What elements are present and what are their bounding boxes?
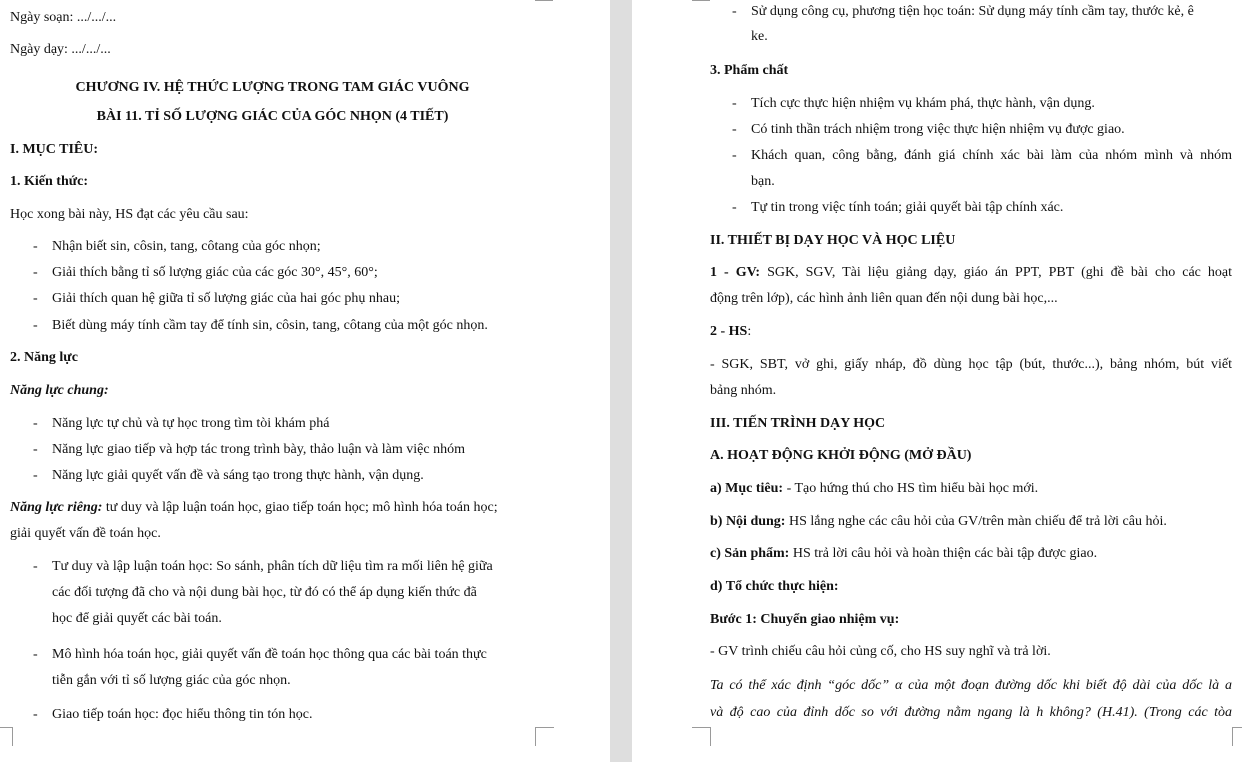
goal-text: - Tạo hứng thú cho HS tìm hiểu bài học mới. [783,481,1039,496]
margin-mark [535,727,554,746]
ngay-day: Ngày dạy: .../.../... [10,42,111,57]
knowledge-item: Nhận biết sin, côsin, tang, côtang của góc nhọn; [52,239,321,254]
general-competency-item: Năng lực tự chủ và tự học trong tìm tòi khám phá [52,416,330,431]
knowledge-item: Giải thích bằng tỉ số lượng giác của các góc 30°, 45°, 60°; [52,265,378,280]
bullet-marker: - [732,96,737,111]
quality-item: Tự tin trong việc tính toán; giải quyết bài tập chính xác. [751,200,1064,215]
bullet-marker: - [33,442,38,457]
content-text: HS lắng nghe các câu hỏi của GV/trên màn chiếu để trả lời câu hỏi. [785,514,1167,529]
general-competency-label: Năng lực chung: [10,383,109,398]
goal-label: a) Mục tiêu: [710,481,784,496]
knowledge-item: Giải thích quan hệ giữa tỉ số lượng giác của hai góc phụ nhau; [52,291,400,306]
specific-item-line: học để giải quyết các bài toán. [52,611,222,626]
bullet-marker: - [732,4,737,19]
goal-line [710,480,1038,498]
teacher-materials-line [710,264,1232,282]
organization-label: d) Tổ chức thực hiện: [710,579,839,594]
margin-mark [692,727,711,746]
specific-item-line: Giao tiếp toán học: đọc hiểu thông tin tón học. [52,707,313,722]
content-line [710,513,1167,531]
document-page-left [0,0,610,762]
subsection-qualities: 3. Phẩm chất [710,63,789,78]
specific-competency-label: Năng lực riêng: [10,500,103,515]
section-process: III. TIẾN TRÌNH DẠY HỌC [710,416,886,431]
section-activity-a: A. HOẠT ĐỘNG KHỞI ĐỘNG (MỞ ĐẦU) [710,448,972,463]
student-label-line [710,323,751,341]
tools-item: Sử dụng công cụ, phương tiện học toán: Sử dụng máy tính cầm tay, thước kẻ, ê [751,4,1194,19]
bullet-marker: - [33,265,38,280]
specific-competency-line [10,499,498,517]
specific-item-line: tiễn gắn với tỉ số lượng giác của góc nhọn. [52,673,291,688]
question-text: Ta có thể xác định “góc dốc” α của một đoạn đường dốc khi biết độ dài của dốc là a [710,678,1232,693]
tools-item-cont: ke. [751,29,768,44]
bullet-marker: - [33,468,38,483]
question-text-cont: và độ cao của đỉnh dốc so với đường nằm ngang là h không? (H.41). (Trong các tòa [710,705,1232,720]
general-competency-item: Năng lực giải quyết vấn đề và sáng tạo trong thực hành, vận dụng. [52,468,424,483]
knowledge-item: Biết dùng máy tính cầm tay để tính sin, côsin, tang, côtang của một góc nhọn. [52,318,488,333]
bullet-marker: - [33,291,38,306]
lesson-title: BÀI 11. TỈ SỐ LƯỢNG GIÁC CỦA GÓC NHỌN (4 TIẾT) [96,109,449,124]
margin-mark [692,0,710,2]
quality-item-cont: bạn. [751,174,775,189]
product-text: HS trả lời câu hỏi và hoàn thiện các bài tập được giao. [789,546,1098,561]
document-page-right [632,0,1242,762]
bullet-marker: - [33,707,38,722]
bullet-marker: - [33,559,38,574]
product-line [710,545,1097,563]
specific-item-line: Tư duy và lập luận toán học: So sánh, phân tích dữ liệu tìm ra mối liên hệ giữa [52,559,493,574]
margin-mark [535,0,553,2]
student-materials-cont: bảng nhóm. [710,383,777,398]
bullet-marker: - [33,318,38,333]
quality-item: Tích cực thực hiện nhiệm vụ khám phá, thực hành, vận dụng. [751,96,1095,111]
ngay-soan: Ngày soạn: .../.../... [10,10,117,25]
bullet-marker: - [732,122,737,137]
margin-mark [1232,727,1242,746]
intro-text: Học xong bài này, HS đạt các yêu cầu sau: [10,207,249,222]
specific-competency-text: tư duy và lập luận toán học, giao tiếp toán học; mô hình hóa toán học; [102,500,498,515]
product-label: c) Sản phẩm: [710,546,790,561]
bullet-marker: - [732,200,737,215]
bullet-marker: - [33,416,38,431]
section-objectives: I. MỤC TIÊU: [10,142,99,157]
bullet-marker: - [33,239,38,254]
subsection-knowledge: 1. Kiến thức: [10,174,89,189]
general-competency-item: Năng lực giao tiếp và hợp tác trong trình bày, thảo luận và làm việc nhóm [52,442,465,457]
teacher-label: 1 - GV: [710,265,761,280]
specific-competency-text-cont: giải quyết vấn đề toán học. [10,526,161,541]
step-1-heading: Bước 1: Chuyển giao nhiệm vụ: [710,612,900,627]
quality-item: Khách quan, công bằng, đánh giá chính xác bài làm của nhóm mình và nhóm [751,148,1232,163]
chapter-title: CHƯƠNG IV. HỆ THỨC LƯỢNG TRONG TAM GIÁC VUÔNG [75,80,470,95]
student-label-colon: : [747,324,752,339]
margin-mark [0,727,13,746]
bullet-marker: - [33,647,38,662]
bullet-marker: - [732,148,737,163]
student-materials-text: - SGK, SBT, vở ghi, giấy nháp, đồ dùng học tập (bút, thước...), bảng nhóm, bút viết [710,357,1232,372]
student-label: 2 - HS [710,324,748,339]
teacher-materials-cont: động trên lớp), các hình ảnh liên quan đến nội dung bài học,... [710,291,1058,306]
content-label: b) Nội dung: [710,514,786,529]
subsection-competency: 2. Năng lực [10,350,78,365]
teacher-step-text: - GV trình chiếu câu hỏi củng cố, cho HS suy nghĩ và trả lời. [710,644,1051,659]
quality-item: Có tinh thần trách nhiệm trong việc thực hiện nhiệm vụ được giao. [751,122,1125,137]
specific-item-line: Mô hình hóa toán học, giải quyết vấn đề toán học thông qua các bài toán thực [52,647,487,662]
section-equipment: II. THIẾT BỊ DẠY HỌC VÀ HỌC LIỆU [710,233,956,248]
teacher-materials-text: SGK, SGV, Tài liệu giảng dạy, giáo án PPT, PBT (ghi đề bài cho các hoạt [760,265,1232,280]
specific-item-line: các đối tượng đã cho và nội dung bài học, từ đó có thể áp dụng kiến thức đã [52,585,477,600]
